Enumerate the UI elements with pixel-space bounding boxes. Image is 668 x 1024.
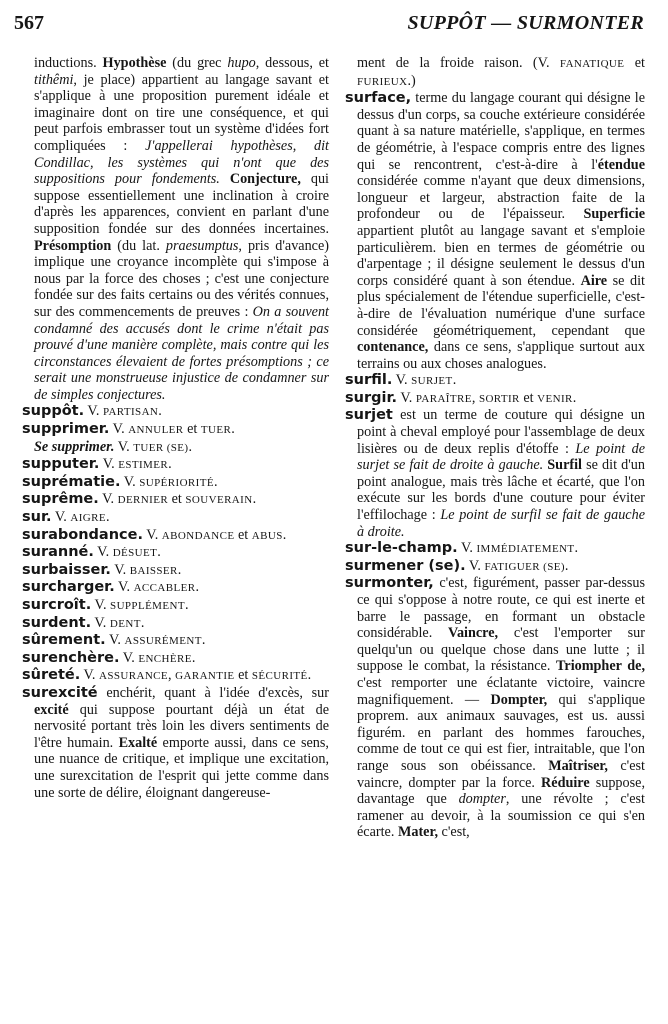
text-run: enchérit, quant à l'idée d'excès, sur [97,684,329,701]
bold-term: Triompher de, [555,658,645,675]
subentry-se-supprimer [22,439,329,457]
headword: surjet [345,407,393,424]
cross-reference: PARTISAN [102,406,159,419]
cross-reference: GARANTIE [175,670,235,683]
text-run [220,171,230,187]
text-run: . [191,649,196,666]
bold-term: Hypothèse [102,55,167,71]
text-run: V. [465,557,485,574]
text-run: . [158,403,162,420]
entry-surmonter [345,575,645,841]
italic-text: On a souvent condamné des accusés dont le crime n'était pas prouvé d'une manière complète, mais contre qui les circonstances élevaient de fortes présomptions ; ce serait une monstrueuse injustice de condamner sur de simples conjectures. [34,303,329,403]
entry-surabondance [22,527,329,545]
left-column [22,55,329,801]
entry-surgir [345,390,645,408]
text-run: c'est, [438,824,470,841]
headword: surenchère. [22,649,120,666]
entry-supreme [22,491,329,509]
text-run: . [282,526,287,543]
entry-suranne [22,544,329,562]
headword: surmener (se). [345,557,466,574]
text-run: . [213,473,218,490]
text-run: considérée comme n'ayant que deux dimensions, longueur et largeur, abstraction faite de la profondeur ou de l'épaisseur. [357,173,645,223]
entry-surete [22,667,329,685]
headword: sur. [22,509,52,526]
entry-surdent [22,615,329,633]
text-run: . [201,632,206,649]
cross-reference: ENCHÈRE [138,652,192,665]
cross-reference: FURIEUX [357,75,408,88]
text-run: qui s'applique proprem. aux animaux sauvages, est us. aussi figurém. en parlant des hommes farouches, comme de tout ce qui est fier, intraitable, que l'on range sous son obéissance. [357,691,645,774]
headword: surabondance. [22,526,143,543]
entry-surjet [345,407,645,540]
cross-reference: DÉSUET [112,547,158,560]
cross-reference: SUPÉRIORITÉ [139,476,214,489]
text-run: (du lat. [111,237,166,254]
entry-surexcite [22,685,329,801]
text-run: V. [80,667,100,684]
text-run: (du grec [166,55,228,71]
bold-term: Maîtriser, [548,757,608,774]
entry-surenchere [22,650,329,668]
text-run: V. [98,491,118,508]
running-head: SUPPÔT — SURMONTER [407,12,644,34]
cross-reference: AIGRE [70,512,106,525]
italic-text: tithêmi [34,71,74,88]
text-run: se dit plus spécialement de l'étendue superficielle, c'est-à-dire de l'évaluation numérique d'une surface considérée géométriquement, cependant que [357,272,646,339]
headword: suppôt. [22,403,85,420]
bold-term: Conjecture, [229,171,301,188]
text-run: emporte aussi, dans ce sens, une nuance de critique, et implique une excitation, une surexcitation de l'esprit qui jette comme dans une sorte de délire, éloignant dangereuse- [34,734,329,801]
text-run: est un terme de couture qui désigne un point à cheval employé pour l'assemblage de deux lisières ou de deux replis d'étoffe : [357,407,645,457]
text-run: V. [91,614,110,631]
text-run: , [471,389,479,406]
text-run: V. [109,421,129,438]
text-run: V. [84,403,103,420]
headword: surdent. [22,614,92,631]
headword: sur-le-champ. [345,540,458,557]
text-run: V. [457,540,477,557]
text-run: et [624,55,645,71]
text-run: et [168,491,186,508]
entry-surface [345,90,645,372]
bold-term: Réduire [541,774,590,791]
text-run: V. [397,389,416,406]
bold-term: Superficie [583,206,645,223]
headword: suprême. [22,491,99,508]
text-run: , je place) appartient au langage savant et s'applique à une proposition purement idéale et imaginaire dont on tire une conséquence, et qui peut parfois embrasser tout un système d'idées fort compliquées : [34,71,329,154]
italic-text: J'appellerai hypothèses, dit Condillac, les systèmes qui n'ont que des suppositions pour fondements. [34,137,329,188]
text-run: V. [119,649,139,666]
cross-reference: ABONDANCE [161,529,235,542]
cross-reference: BAISSER [129,564,178,577]
cross-reference: SOUVERAIN [185,494,253,507]
entry-surement [22,632,329,650]
headword: suprématie. [22,473,121,490]
text-run: V. [110,561,130,578]
cross-reference: ASSURANCE [99,670,169,683]
text-run: dans ce sens, s'applique surtout aux terrains ou aux choses analogues. [357,339,645,372]
cross-reference: DENT [109,617,141,630]
text-run: inductions. [34,55,103,71]
entry-surbaisser [22,562,329,580]
bold-term: Surfil [547,457,582,474]
text-run: . [252,491,257,508]
bold-term: contenance, [357,339,429,356]
text-run: . [307,667,312,684]
text-run: et [519,389,538,406]
page-header [0,12,668,36]
text-run: terme du langage courant qui désigne le dessus d'un corps, sa couche extérieure considérée quant à sa nature matérielle, s'applique, en termes de géométrie, à l'espace compris entre des lignes qui se rencontrent, c'est-à-dire à l' [357,90,645,173]
cross-reference: SUPPLÉMENT [110,600,185,612]
text-run: . [168,456,172,473]
bold-term: Se supprimer. [34,438,115,455]
bold-term: Mater, [397,824,438,841]
text-run: , dessous, et [255,55,329,71]
headword: surmonter, [345,575,434,592]
text-run: ment de la froide raison. (V. [357,55,560,71]
bold-term: étendue [597,156,645,173]
headword: surbaisser. [22,561,111,578]
headword: surfil. [345,372,393,389]
headword: sûreté. [22,667,81,684]
headword: supputer. [22,456,100,473]
text-run: . [195,579,199,596]
headword: surgir. [345,389,398,406]
cross-reference: DERNIER [117,494,169,507]
headword: surcharger. [22,579,115,596]
entry-surfil [345,372,645,390]
text-run: . [177,561,182,578]
cross-reference: IMMÉDIATEMENT [476,543,575,556]
right-column [345,55,645,841]
text-run: V. [91,597,111,613]
text-run: , une révolte ; c'est ramener au devoir, à la soumission ce qui s'en écarte. [357,791,645,841]
text-run: et [234,526,252,543]
text-run: V. [392,372,412,389]
cross-reference: FATIGUER (SE) [484,560,565,573]
entry-supputer [22,456,329,474]
bold-term: Aire [580,272,608,289]
text-run: qui suppose essentiellement une inclination à croire d'après les apparences, convient en parlant d'une supposition fondée sur des données incertaines. [34,171,329,237]
bold-term: Exalté [118,734,158,751]
text-run: V. [51,509,71,526]
text-run: et [183,421,201,438]
italic-text: dompter [458,791,506,808]
text-run: et [234,667,252,684]
bold-term: Vaincre, [448,625,499,642]
headword: sûrement. [22,632,106,649]
headword: suranné. [22,544,94,561]
italic-text: Le point de surfil se fait de gauche à droite. [357,507,645,540]
text-run: c'est remporter une éclatante victoire, vaincre magnifiquement. — [357,674,645,708]
entry-continuation-hypothese [22,55,329,403]
text-run: V. [142,526,162,543]
text-run: . [231,421,235,438]
text-run: c'est vaincre, dompter par la force. [357,757,645,791]
text-run: .) [407,72,416,89]
text-run: . [105,509,110,526]
cross-reference: ABUS [251,529,283,542]
entry-sur-le-champ [345,540,645,558]
text-run: V. [120,473,140,490]
text-run: , [168,667,176,684]
text-run: . [188,438,193,455]
text-run: V. [114,579,134,596]
headword: surexcité [22,684,98,701]
cross-reference: PARAÎTRE [415,392,472,405]
bold-term: excité [34,701,69,718]
text-run: . [140,614,145,631]
cross-reference: SÉCURITÉ [251,670,308,683]
text-run: V. [105,632,125,649]
text-run: V. [99,456,119,473]
text-run: suppose, davantage que [357,774,645,808]
cross-reference: TUER (SE) [133,441,189,454]
entry-surcharger [22,579,329,597]
cross-reference: VENIR [537,392,573,405]
text-run: , pris d'avance) implique une croyance incomplète qui s'impose à nous par la force des choses ; c'est une conjecture fondée sur des faits certains ou des vérités connues, sur des commencements de preuves : [34,237,329,320]
cross-reference: SURJET [411,375,453,388]
bold-term: Dompter, [490,691,548,708]
italic-text: Le point de surjet se fait de droite à gauche. [357,440,646,474]
entry-suprematie [22,474,329,492]
cross-reference: ASSURÉMENT [124,635,202,648]
cross-reference: TUER [200,424,232,437]
text-run: appartient plutôt au langage savant et s'emploie particulièrem. bien en termes de géométrie ou d'arpentage ; il désigne seulement le dessus d'un corps considéré quant à son étendue. [357,222,645,289]
italic-text: praesumptus [165,237,239,254]
entry-surcroit [22,597,329,615]
text-run: V. [114,438,134,455]
entry-surmener [345,558,645,576]
page-number: 567 [14,12,44,34]
cross-reference: SORTIR [478,392,520,405]
text-run: . [184,597,189,613]
entry-continuation-surexcite [345,55,645,90]
text-run: . [157,544,161,561]
text-run: . [574,540,579,557]
text-run: . [564,557,569,574]
headword: surface, [345,90,412,107]
entry-sur [22,509,329,527]
text-run: . [572,389,577,406]
text-run: c'est l'emporter sur quelqu'un ou quelque chose dans une lutte ; il suppose le combat, la résistance. [357,625,645,675]
text-run: c'est, figurément, passer par-dessus ce qui s'oppose à notre route, ce qui est inerte et barre le passage, en formant un obstacle considérable. [357,575,645,642]
cross-reference: ANNULER [128,424,184,437]
cross-reference: ACCABLER [133,582,196,595]
text-run: se dit d'un point analogue, mais très lâche et écarté, que l'on exécute sur les bords d'une couture pour éviter l'effilochage : [357,457,645,524]
italic-text: hupo [227,55,256,71]
cross-reference: ESTIMER [118,459,169,472]
entry-suppot [22,403,329,421]
bold-term: Présomption [34,237,112,254]
entry-supprimer [22,421,329,439]
cross-reference: FANATIQUE [559,58,625,70]
text-run: qui suppose pourtant déjà un état de nervosité portant très loin les divers sentiments de l'être humain. [34,701,329,751]
headword: surcroît. [22,597,92,613]
text-run: V. [93,544,113,561]
text-run: . [452,372,457,389]
headword: supprimer. [22,421,110,438]
